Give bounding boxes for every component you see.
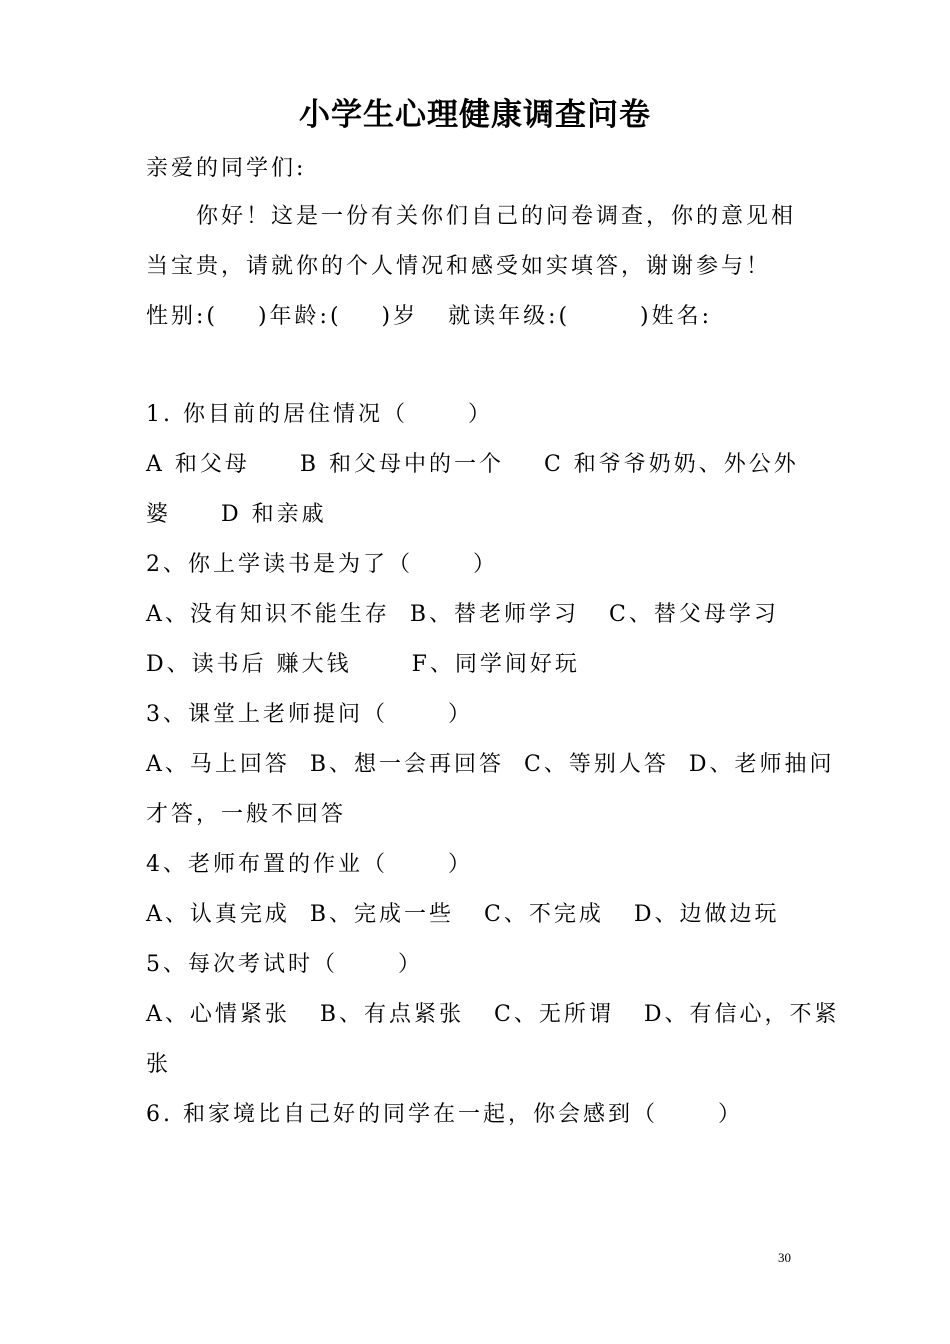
greeting: 亲爱的同学们: — [146, 156, 307, 181]
question-4: 4、老师布置的作业（ ） — [146, 852, 473, 877]
question-2-options-line-2: D、读书后 赚大钱 F、同学间好玩 — [146, 652, 580, 677]
question-4-options-line-1: A、认真完成 B、完成一些 C、不完成 D、边做边玩 — [146, 902, 780, 927]
info-fields: 性别:( )年龄:( )岁 就读年级:( )姓名: — [146, 304, 713, 329]
page-number: 30 — [778, 1250, 791, 1265]
question-2-options-line-1: A、没有知识不能生存 B、替老师学习 C、替父母学习 — [146, 602, 779, 627]
question-1-options-line-1: A 和父母 B 和父母中的一个 C 和爷爷奶奶、外公外 — [146, 452, 799, 477]
question-3-options-line-2: 才答，一般不回答 — [146, 802, 347, 827]
question-1-options-line-2: 婆 D 和亲戚 — [146, 502, 327, 527]
question-3: 3、课堂上老师提问（ ） — [146, 702, 473, 727]
question-2: 2、你上学读书是为了（ ） — [146, 552, 498, 577]
question-1: 1. 你目前的居住情况（ ） — [146, 402, 493, 427]
question-5-options-line-1: A、心情紧张 B、有点紧张 C、无所谓 D、有信心，不紧 — [146, 1002, 840, 1027]
question-3-options-line-1: A、马上回答 B、想一会再回答 C、等别人答 D、老师抽问 — [146, 752, 835, 777]
page-title: 小学生心理健康调查问卷 — [299, 97, 651, 133]
intro-line-2: 当宝贵，请就你的个人情况和感受如实填答，谢谢参与！ — [146, 254, 772, 279]
intro-line-1: 你好！这是一份有关你们自己的问卷调查，你的意见相 — [196, 204, 797, 229]
question-6: 6. 和家境比自己好的同学在一起，你会感到（ ） — [146, 1102, 743, 1127]
question-5: 5、每次考试时（ ） — [146, 952, 423, 977]
question-5-options-line-2: 张 — [146, 1052, 172, 1077]
